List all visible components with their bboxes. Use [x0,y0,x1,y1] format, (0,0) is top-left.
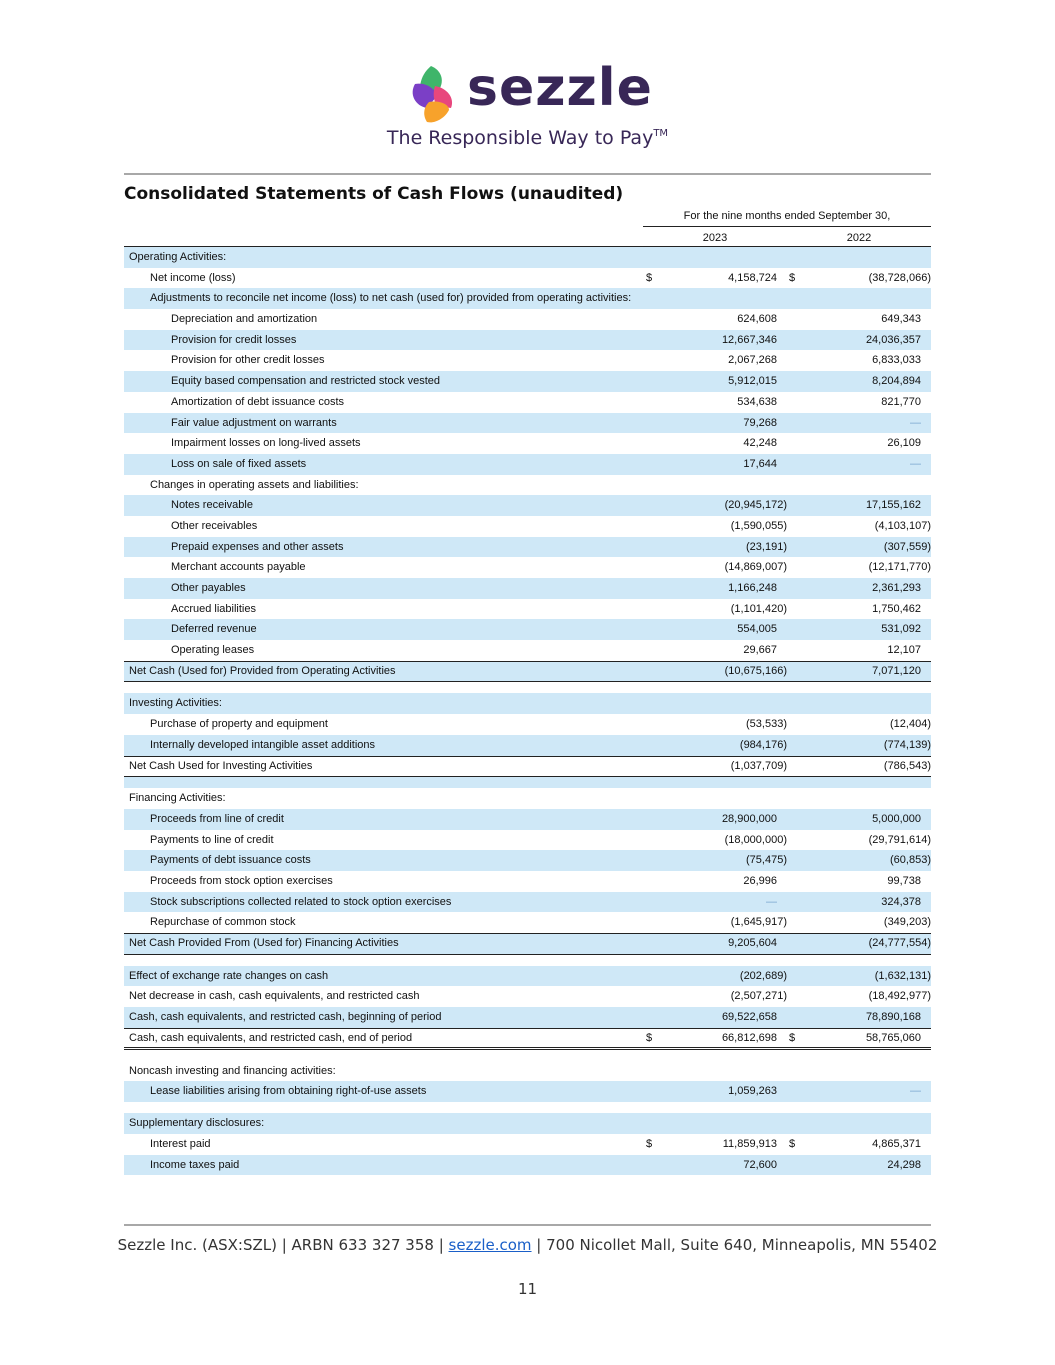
currency-symbol-2022: $ [789,1031,796,1044]
table-row [124,640,931,661]
table-row [124,1081,931,1102]
currency-symbol-2022: $ [789,271,796,284]
row-label: Cash, cash equivalents, and restricted cash, end of period [129,1031,413,1044]
value-2022: — [910,457,921,470]
table-row [124,871,931,892]
table-row [124,557,931,578]
value-2023: 624,608 [737,313,777,326]
row-label: Stock subscriptions collected related to stock option exercises [150,895,452,908]
value-2022: (786,543) [883,759,931,772]
value-2022: (1,632,131) [874,969,931,982]
value-2022: (12,404) [890,718,931,731]
table-row [124,1050,931,1061]
table-row [124,892,931,913]
value-2022: 1,750,462 [872,602,921,615]
value-2023: 17,644 [743,457,777,470]
table-row [124,433,931,454]
value-2023: 26,996 [743,874,777,887]
table-row [124,619,931,640]
row-label: Provision for credit losses [171,333,297,346]
row-label: Other payables [171,582,246,594]
period-header: For the nine months ended September 30, [643,210,931,227]
footer-company-info: Sezzle Inc. (ASX:SZL) | ARBN 633 327 358 | [117,1236,449,1254]
table-row [124,912,931,933]
value-2022: (307,559) [883,540,931,553]
value-2022: 24,298 [887,1158,921,1171]
value-2022: 12,107 [887,644,921,657]
row-label: Interest paid [150,1137,211,1150]
row-label: Proceeds from stock option exercises [150,874,333,887]
value-2022: 4,865,371 [872,1137,921,1150]
value-2022: (29,791,614) [868,833,931,846]
value-2023: (23,191) [746,540,787,553]
tagline [0,127,1055,149]
table-row [124,850,931,871]
value-2023: (20,945,172) [724,499,787,512]
value-2023: 5,912,015 [728,375,777,388]
table-row [124,809,931,830]
row-label: Changes in operating assets and liabilities: [150,478,359,491]
table-row [124,1061,931,1082]
table-row [124,309,931,330]
table-row [124,475,931,496]
table-row [124,830,931,851]
row-label: Operating Activities: [129,251,227,263]
value-2022: 8,204,894 [872,375,921,388]
row-label: Adjustments to reconcile net income (loss) to net cash (used for) provided from operating activities: [150,292,632,305]
currency-symbol-2023: $ [646,1031,653,1044]
row-label: Depreciation and amortization [171,313,318,326]
value-2023: (10,675,166) [724,664,787,677]
value-2023: 1,059,263 [728,1085,777,1098]
table-row [124,1155,931,1176]
row-label: Net Cash (Used for) Provided from Operating Activities [129,664,396,677]
table-row [124,268,931,289]
value-2022: (4,103,107) [874,519,931,532]
header-divider [124,173,931,175]
value-2023: 4,158,724 [728,271,777,284]
value-2022: 324,378 [881,895,921,908]
value-2022: 7,071,120 [872,664,921,677]
value-2022: (774,139) [883,738,931,751]
table-row [124,693,931,714]
row-label: Noncash investing and financing activities: [129,1064,336,1077]
tagline-trademark: TM [653,128,669,139]
table-row [124,495,931,516]
value-2022: 24,036,357 [865,333,921,346]
value-2023: 29,667 [743,644,777,657]
value-2023: 42,248 [743,437,777,450]
value-2023: 69,522,658 [721,1011,777,1024]
value-2022: 5,000,000 [872,812,921,825]
sezzle-leaf-icon [405,64,461,124]
table-row [124,933,931,955]
row-label: Proceeds from line of credit [150,812,284,825]
value-2022: (38,728,066) [868,271,931,284]
row-label: Repurchase of common stock [150,916,296,929]
table-row [124,599,931,620]
value-2023: (53,533) [746,718,787,731]
row-label: Loss on sale of fixed assets [171,457,307,470]
value-2022: (349,203) [883,916,931,929]
row-label: Investing Activities: [129,697,222,710]
table-row [124,288,931,309]
value-2023: (984,176) [739,738,787,751]
value-2023: (202,689) [739,969,787,982]
table-row [124,735,931,756]
value-2022: — [910,416,921,429]
table-row [124,537,931,558]
table-row [124,1113,931,1134]
row-label: Operating leases [171,644,255,657]
table-row [124,682,931,693]
currency-symbol-2023: $ [646,271,653,284]
table-row [124,578,931,599]
table-row [124,454,931,475]
table-row [124,371,931,392]
value-2022: 78,890,168 [865,1011,921,1024]
row-label: Effect of exchange rate changes on cash [129,969,329,982]
row-label: Merchant accounts payable [171,561,306,574]
table-row [124,1134,931,1155]
value-2023: (18,000,000) [724,833,787,846]
table-row [124,756,931,778]
table-row [124,247,931,268]
value-2023: 1,166,248 [728,582,777,594]
row-label: Impairment losses on long-lived assets [171,437,361,450]
table-row [124,966,931,987]
table-row [124,350,931,371]
row-label: Cash, cash equivalents, and restricted cash, beginning of period [129,1011,442,1024]
row-label: Amortization of debt issuance costs [171,395,345,408]
row-label: Accrued liabilities [171,602,256,615]
page-title: Consolidated Statements of Cash Flows (unaudited) [124,184,624,204]
row-label: Equity based compensation and restricted stock vested [171,375,441,388]
row-label: Fair value adjustment on warrants [171,416,337,429]
row-label: Provision for other credit losses [171,354,325,367]
value-2022: (24,777,554) [868,937,931,949]
value-2022: 58,765,060 [865,1031,921,1044]
value-2023: 554,005 [737,623,777,636]
row-label: Income taxes paid [150,1158,240,1171]
row-label: Deferred revenue [171,623,257,636]
value-2023: (14,869,007) [724,561,787,574]
row-label: Payments to line of credit [150,833,274,846]
year-header-2023: 2023 [702,232,728,244]
value-2023: (1,101,420) [730,602,787,615]
value-2022: (18,492,977) [868,990,931,1003]
row-label: Payments of debt issuance costs [150,854,311,867]
footer-website-link[interactable]: sezzle.com [448,1236,532,1254]
table-row [124,955,931,966]
value-2023: 12,667,346 [721,333,777,346]
row-label: Other receivables [171,519,258,532]
row-label: Supplementary disclosures: [129,1117,265,1130]
table-row [124,714,931,735]
value-2023: (75,475) [746,854,787,867]
footer-divider [124,1224,931,1226]
table-row [124,330,931,351]
value-2022: 6,833,033 [872,354,921,367]
value-2023: 2,067,268 [728,354,777,367]
value-2022: 531,092 [881,623,921,636]
row-label: Internally developed intangible asset additions [150,738,376,751]
row-label: Purchase of property and equipment [150,718,328,731]
cash-flow-table [124,247,931,1175]
table-row [124,661,931,683]
value-2022: — [910,1085,921,1098]
value-2022: 649,343 [881,313,921,326]
value-2022: (12,171,770) [868,561,931,574]
table-row [124,986,931,1007]
value-2023: (1,645,917) [730,916,787,929]
table-row [124,1102,931,1113]
table-row [124,1007,931,1028]
value-2023: (2,507,271) [730,990,787,1003]
value-2022: 821,770 [881,395,921,408]
table-row [124,392,931,413]
table-row [124,1028,931,1050]
value-2023: 28,900,000 [721,812,777,825]
table-row [124,413,931,434]
year-header-2022: 2022 [846,232,872,244]
row-label: Prepaid expenses and other assets [171,540,344,553]
footer-address: | 700 Nicollet Mall, Suite 640, Minneapolis, MN 55402 [531,1236,938,1254]
value-2022: (60,853) [890,854,931,867]
value-2022: 26,109 [887,437,921,450]
tagline-text: The Responsible Way to Pay [386,127,654,149]
table-row [124,777,931,788]
row-label: Notes receivable [171,499,253,512]
value-2022: 17,155,162 [865,499,921,512]
value-2023: — [766,895,777,908]
table-row [124,788,931,809]
row-label: Net decrease in cash, cash equivalents, and restricted cash [129,990,420,1003]
table-row [124,516,931,537]
value-2023: 79,268 [743,416,777,429]
row-label: Net Cash Used for Investing Activities [129,759,313,772]
value-2023: (1,037,709) [730,759,787,772]
row-label: Financing Activities: [129,792,226,805]
row-label: Net Cash Provided From (Used for) Financing Activities [129,937,399,949]
value-2023: 534,638 [737,395,777,408]
value-2023: (1,590,055) [730,519,787,532]
value-2023: 66,812,698 [721,1031,777,1044]
page-number: 11 [517,1280,538,1298]
value-2022: 99,738 [887,874,921,887]
currency-symbol-2023: $ [646,1137,653,1150]
page-header [0,0,1055,170]
row-label: Lease liabilities arising from obtaining right-of-use assets [150,1085,427,1098]
value-2023: 72,600 [743,1158,777,1171]
row-label: Net income (loss) [150,271,236,284]
value-2022: 2,361,293 [872,582,921,594]
value-2023: 11,859,913 [722,1137,777,1150]
logo-wordmark: sezzle [467,58,653,118]
value-2023: 9,205,604 [728,937,777,949]
currency-symbol-2022: $ [789,1137,796,1150]
page-footer [0,1236,1055,1254]
